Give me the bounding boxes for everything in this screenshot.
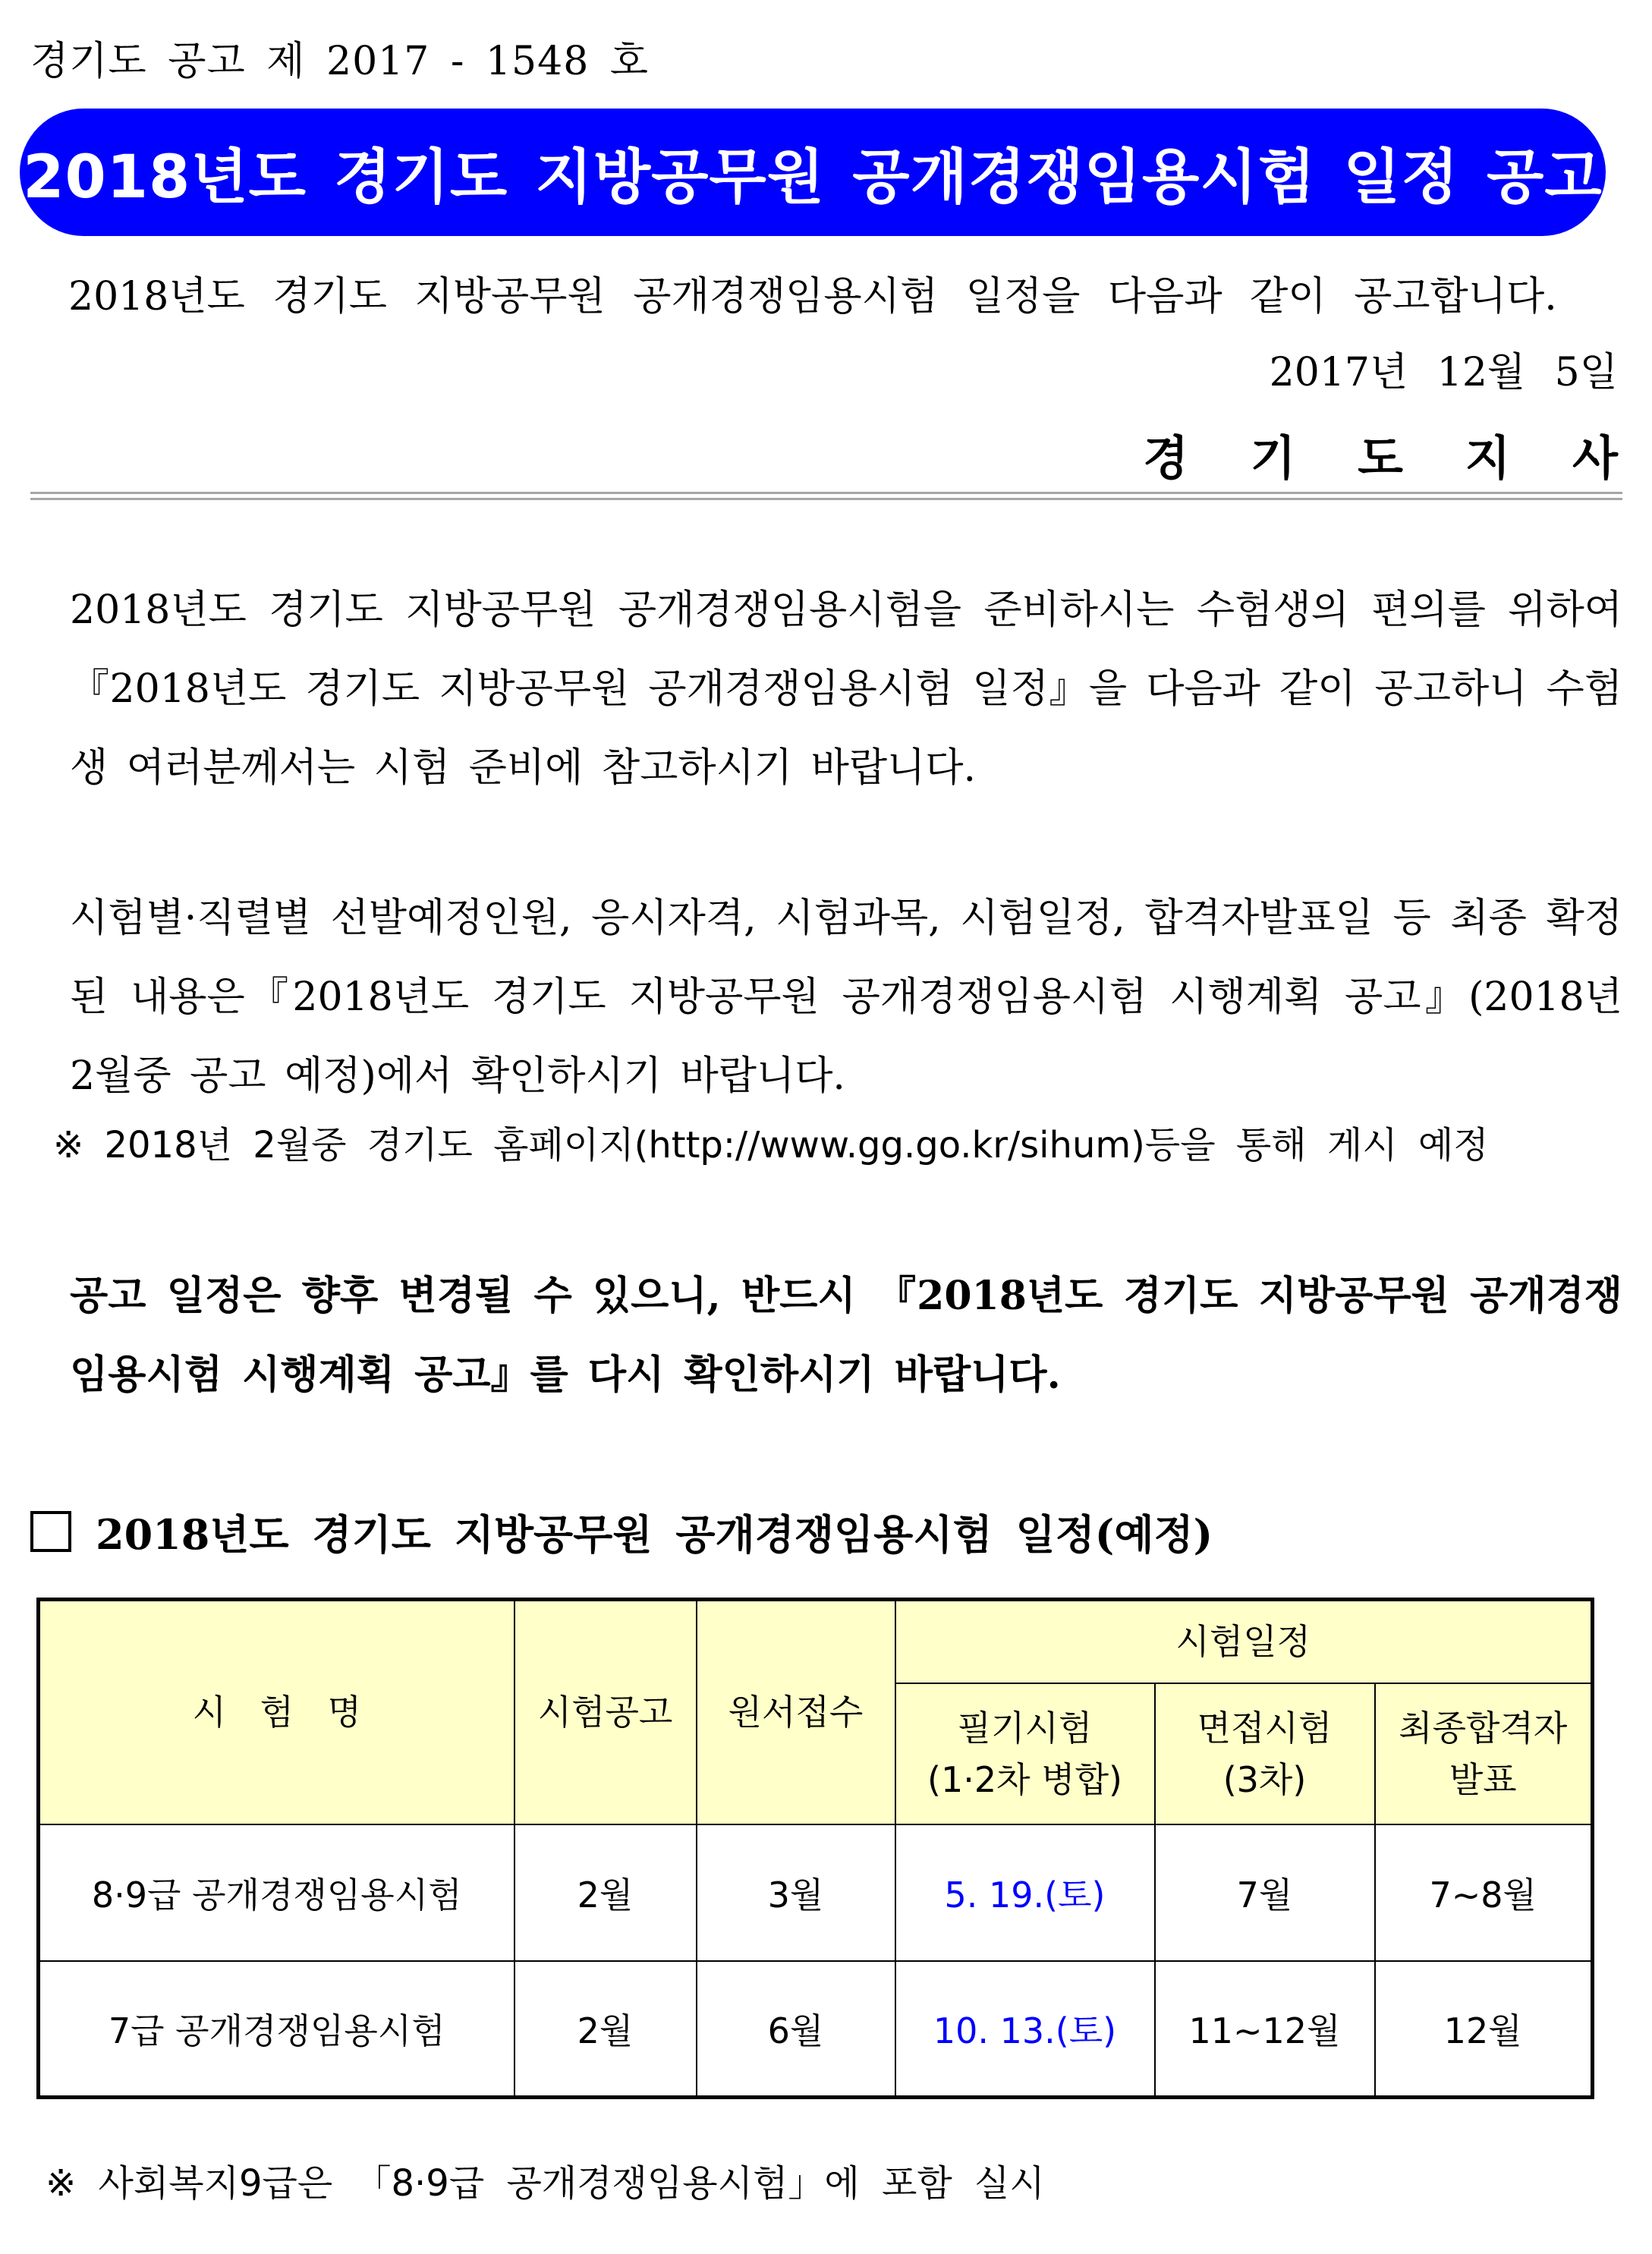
warning-text: 공고 일정은 향후 변경될 수 있으니, 반드시 『2018년도 경기도 지방공무원 공개경쟁임용시험 시행계획 공고』를 다시 확인하시기 바랍니다. [70,1273,1622,1398]
divider-top [30,492,1622,494]
header-interview-line1: 면접시험 [1197,1707,1333,1749]
header-application: 원서접수 [697,1600,895,1824]
divider-bottom [30,498,1622,500]
header-written-exam [895,1683,1155,1824]
row-announcement: 2월 [514,1961,697,2098]
header-interview [1155,1683,1375,1824]
footnote: ※ 사회복지9급은 「8·9급 공개경쟁임용시험」에 포함 실시 [46,2162,1045,2205]
schedule-heading [30,1503,1213,1561]
row-application: 3월 [697,1824,895,1961]
row-written-date: 5. 19.(토) [895,1824,1155,1961]
header-announcement: 시험공고 [514,1600,697,1824]
paragraph-purpose-text: 2018년도 경기도 지방공무원 공개경쟁임용시험을 준비하시는 수험생의 편의를 위하여 『2018년도 경기도 지방공무원 공개경쟁임용시험 일정』을 다음과 같이 공고하니 수험생 여러분께서는 시험 준비에 참고하시기 바랍니다. [70,587,1622,791]
header-written-line1: 필기시험 [957,1707,1093,1749]
website-note: ※ 2018년 2월중 경기도 홈페이지(http://www.gg.go.kr/sihum)등을 통해 게시 예정 [53,1124,1489,1166]
notice-number: 경기도 공고 제 2017 - 1548 호 [30,39,650,84]
table-header-row [39,1600,1593,1683]
table-row [39,1824,1593,1961]
header-written-line2: (1·2차 병합) [927,1758,1122,1800]
title-banner [20,109,1606,236]
row-interview: 11~12월 [1155,1961,1375,2098]
issuer-signature: 경 기 도 지 사 [1143,430,1641,486]
header-final-line1: 최종합격자 [1399,1707,1568,1749]
table-row [39,1961,1593,2098]
paragraph-details [32,879,1622,1116]
header-final-announcement [1375,1683,1593,1824]
announcement-date: 2017년 12월 5일 [1269,350,1618,395]
header-final-line2: 발표 [1449,1758,1517,1800]
row-interview: 7월 [1155,1824,1375,1961]
row-written-date: 10. 13.(토) [895,1961,1155,2098]
paragraph-details-text: 시험별·직렬별 선발예정인원, 응시자격, 시험과목, 시험일정, 합격자발표일 등 최종 확정된 내용은『2018년도 경기도 지방공무원 공개경쟁임용시험 시행계획 공고』(2018년 2월중 공고 예정)에서 확인하시기 바랍니다. [70,896,1622,1099]
row-application: 6월 [697,1961,895,2098]
header-interview-line2: (3차) [1222,1758,1307,1800]
header-exam-schedule: 시험일정 [895,1600,1593,1683]
row-announcement: 2월 [514,1824,697,1961]
paragraph-purpose [32,571,1622,807]
row-exam-name: 8·9급 공개경쟁임용시험 [39,1824,514,1961]
row-exam-name: 7급 공개경쟁임용시험 [39,1961,514,2098]
schedule-heading-text: 2018년도 경기도 지방공무원 공개경쟁임용시험 일정(예정) [96,1510,1213,1559]
schedule-table [36,1598,1594,2099]
row-final: 12월 [1375,1961,1593,2098]
page-title: 2018년도 경기도 지방공무원 공개경쟁임용시험 일정 공고 [23,143,1603,212]
announcement-line: 2018년도 경기도 지방공무원 공개경쟁임용시험 일정을 다음과 같이 공고합니다. [68,274,1557,320]
row-final: 7~8월 [1375,1824,1593,1961]
header-exam-name: 시 험 명 [39,1600,514,1824]
warning-paragraph [32,1257,1622,1415]
checkbox-icon [30,1511,71,1552]
